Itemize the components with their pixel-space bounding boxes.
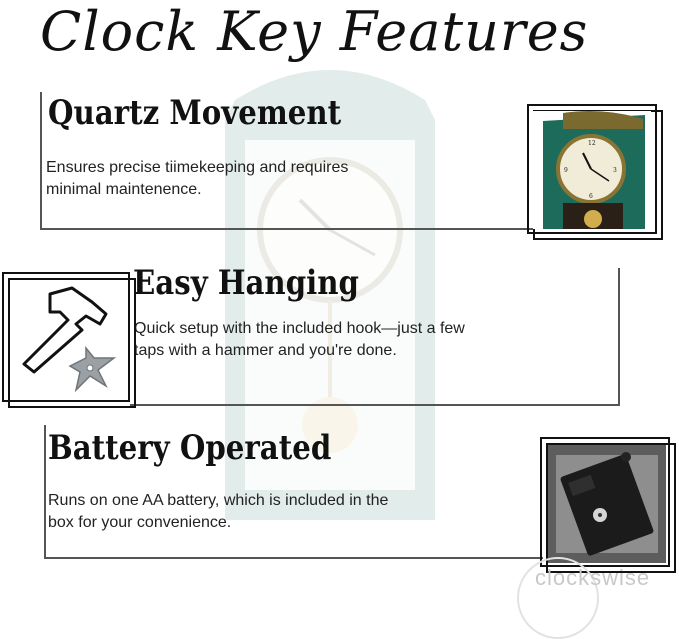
clock-movement-photo-icon bbox=[548, 445, 666, 563]
feature-heading-hanging: Easy Hanging bbox=[133, 263, 359, 303]
pendulum-clock-photo-icon bbox=[533, 111, 651, 229]
watermark-logo: clockswise bbox=[535, 565, 651, 590]
feature-description-quartz: Ensures precise tiimekeeping and requires minimal maintenence. bbox=[46, 159, 349, 198]
feature-description-battery: Runs on one AA battery, which is included in the box for your convenience. bbox=[48, 492, 389, 531]
svg-text:9: 9 bbox=[564, 167, 568, 174]
feature-heading-quartz: Quartz Movement bbox=[48, 93, 342, 133]
feature-heading-battery: Battery Operated bbox=[48, 428, 332, 468]
feature-description-hanging: Quick setup with the included hook—just a few taps with a hammer and you're done. bbox=[134, 320, 465, 359]
svg-text:3: 3 bbox=[613, 167, 617, 174]
hammer-and-hook-icon bbox=[10, 280, 128, 398]
page-title: Clock Key Features bbox=[40, 0, 589, 63]
svg-text:6: 6 bbox=[589, 193, 593, 200]
svg-text:12: 12 bbox=[588, 140, 596, 147]
